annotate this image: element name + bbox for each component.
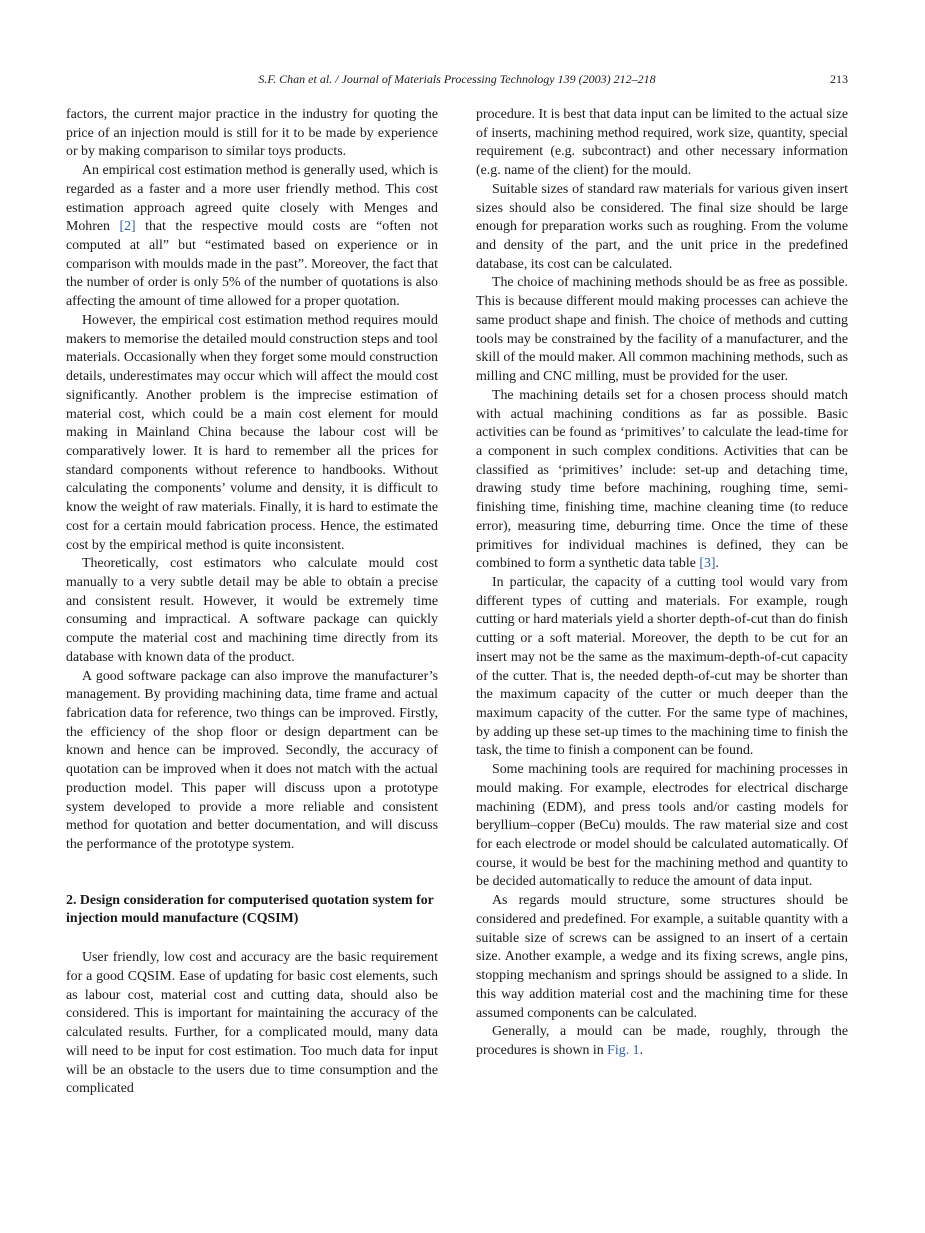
paragraph bbox=[66, 162, 438, 312]
paragraph bbox=[476, 387, 848, 574]
paragraph bbox=[476, 1023, 848, 1060]
paragraph: A good software package can also improve the manufacturer’s management. By providing machining data, time frame and actual fabrication data for reference, two things can be improved. Firstly, the efficiency of the shop floor or design department can be known and hence can be improved. Secondly, the accuracy of quotation can be improved when it does not match with the actual production model. This paper will discuss upon a prototype system developed to provide a more reliable and consistent method for quotation and better documentation, and will discuss the performance of the prototype system. bbox=[66, 668, 438, 853]
paragraph: Theoretically, cost estimators who calculate mould cost manually to a very subtle detail may be able to obtain a precise and consistent result. However, it would be extremely time consuming and impractical. A software package can quickly compute the material cost and machining time directly from its database with known data of the product. bbox=[66, 556, 438, 665]
paragraph: As regards mould structure, some structures should be considered and predefined. For example, a suitable quantity with a suitable size of screws can be assigned to an insert of a certain size. Another example, a wedge and its fixing screws, angle pins, stopping mechanism and springs should be assigned to a slide. In this way addition material cost and the machining time for these assumed components can be calculated. bbox=[476, 893, 848, 1021]
reference-link[interactable]: [2] bbox=[119, 219, 136, 235]
page-number: 213 bbox=[830, 72, 848, 86]
right-column bbox=[476, 106, 848, 1061]
section-heading: 2. Design consideration for computerised quotation system for injection mould manufacture (CQSIM) bbox=[66, 892, 434, 927]
paragraph: User friendly, low cost and accuracy are the basic requirement for a good CQSIM. Ease of updating for basic cost elements, such as labour cost, material cost and cutting data, should also be considered. This is important for maintaining the accuracy of the calculated results. Further, for a complicated mould, many data will need to be input for cost estimation. Too much data for input will be an obstacle to the users due to time consumption and the complicated bbox=[66, 950, 438, 1097]
paragraph: In particular, the capacity of a cutting tool would vary from different types of cutting and materials. For example, rough cutting or hard materials yield a shorter depth-of-cut than do finish cutting or a soft material. Moreover, the depth to be cut for an insert may not be the same as the maximum-depth-of-cut capacity of the cutter. That is, the needed depth-of-cut may be shorter than the maximum capacity of the cutter or much deeper than the maximum capacity of the cutter. For the same type of machines, by adding up these set-up times to the machining time to finish the task, the time to finish a component can be found. bbox=[476, 574, 848, 759]
paragraph: The choice of machining methods should be as free as possible. This is because different mould making processes can achieve the same product shape and finish. The choice of methods and cutting tools may be constrained by the facility of a manufacturer, and the skill of the mould maker. All common machining methods, such as milling and CNC milling, must be provided for the user. bbox=[476, 275, 848, 385]
paragraph-text: An empirical cost estimation method is generally used, which is regarded as a faster and a more user friendly method. This cost estimation approach agreed quite closely with Menges and Mohren bbox=[66, 163, 438, 235]
paragraph-text: that the respective mould costs are “often not computed at all” but “estimated based on experience or in comparison with moulds made in the past”. Moreover, the fact that the number of order is only 5% of the number of quotations is also affecting the amount of time allowed for a proper quotation. bbox=[66, 219, 439, 310]
running-header bbox=[66, 72, 848, 90]
paragraph-text: Generally, a mould can be made, roughly, through the procedures is shown in bbox=[476, 1024, 848, 1058]
paragraph: Some machining tools are required for machining processes in mould making. For example, electrodes for electrical discharge machining (EDM), and press tools and/or casting models for beryllium–copper (BeCu) moulds. The raw material size and cost for each electrode or model should be calculated automatically. Of course, it would be best for the machining method and quantity to be decided automatically to reduce the amount of data input. bbox=[476, 762, 848, 890]
paragraph-text: The machining details set for a chosen process should match with actual machining conditions as far as possible. Basic activities can be found as ‘primitives’ to calculate the lead-time for a component in such complex conditions. Activities that can be classified as ‘primitives’ include: set-up and detaching time, drawing study time before machining, roughing time, semi-finishing time, finishing time, machine cleaning time (to reduce error), measuring time, deburring time. Once the time of these primitives for individual machines is defined, they can be combined to form a synthetic data table bbox=[476, 387, 848, 572]
spacer bbox=[66, 855, 438, 892]
paragraph-text: . bbox=[715, 556, 720, 572]
figure-link[interactable]: Fig. 1 bbox=[607, 1042, 640, 1058]
reference-link[interactable]: [3] bbox=[699, 556, 716, 572]
paragraph: procedure. It is best that data input can be limited to the actual size of inserts, machining method required, work size, quantity, special requirement (e.g. subcontract) and other necessary information (e.g. name of the client) for the mould. bbox=[476, 107, 848, 179]
paragraph: However, the empirical cost estimation method requires mould makers to memorise the detailed mould construction steps and tool materials. Occasionally when they forget some mould construction details, underestimates may occur which will affect the mould cost significantly. Another problem is the imprecise estimation of material cost, which could be a main cost element for mould making in Mainland China because the labour cost will be comparatively lower. It is hard to remember all the prices for standard components without reference to handbooks. Without calculating the components’ volume and density, it is difficult to know the weight of raw materials. Finally, it is hard to estimate the cost for a certain mould fabrication process. Hence, the estimated cost by the empirical method is quite inconsistent. bbox=[66, 312, 438, 553]
spacer bbox=[66, 929, 438, 949]
left-column bbox=[66, 106, 438, 1099]
paragraph-text: . bbox=[639, 1042, 644, 1058]
paragraph: Suitable sizes of standard raw materials for various given insert sizes should also be considered. The final size should be large enough for preparation works such as roughing. From the volume and density of the part, and the unit price in the predefined database, its cost can be calculated. bbox=[476, 181, 848, 272]
journal-citation: S.F. Chan et al. / Journal of Materials Processing Technology 139 (2003) 212–218 bbox=[258, 72, 656, 86]
paragraph: factors, the current major practice in the industry for quoting the price of an injection mould is still for it to be made by experience or by making comparison to similar toys products. bbox=[66, 107, 438, 160]
